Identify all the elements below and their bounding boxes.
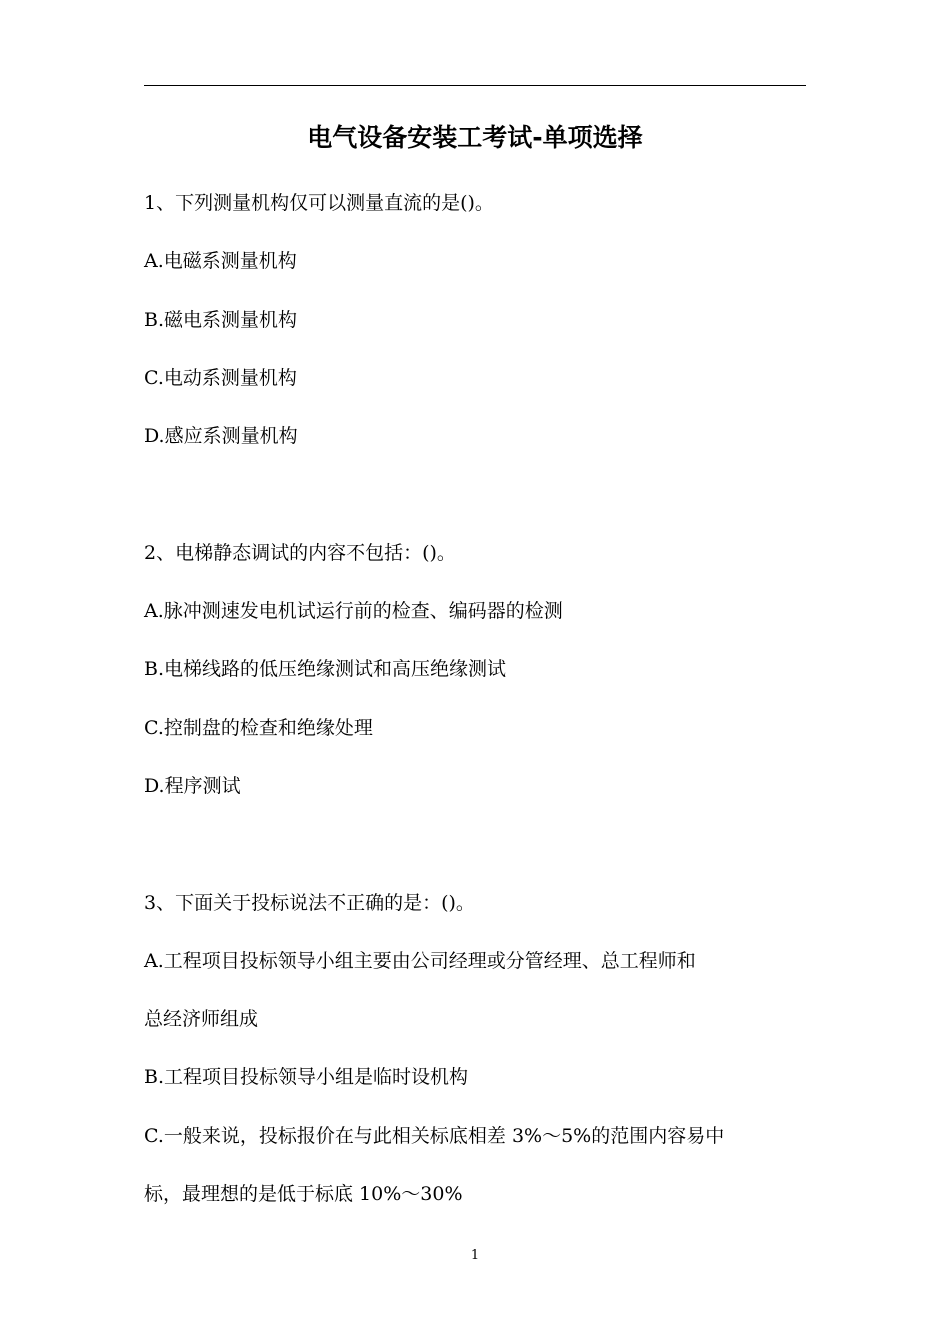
question-2 xyxy=(144,524,808,815)
option-d: D.感应系测量机构 xyxy=(144,425,298,448)
option-b: B.电梯线路的低压绝缘测试和高压绝缘测试 xyxy=(144,658,507,681)
option-c: C.电动系测量机构 xyxy=(144,366,297,389)
document-title: 电气设备安装工考试-单项选择 xyxy=(307,123,643,152)
option-b: B.工程项目投标领导小组是临时设机构 xyxy=(144,1066,469,1089)
question-3 xyxy=(144,874,808,1224)
option-c: C.一般来说，投标报价在与此相关标底相差 3%～5%的范围内容易中 xyxy=(144,1124,725,1147)
question-1 xyxy=(144,174,808,465)
header-rule xyxy=(144,85,806,86)
option-a: A.工程项目投标领导小组主要由公司经理或分管经理、总工程师和 xyxy=(144,949,696,972)
spacer xyxy=(144,815,808,873)
option-c: C.控制盘的检查和绝缘处理 xyxy=(144,716,373,739)
option-d: D.程序测试 xyxy=(144,774,241,797)
option-a-continued: 总经济师组成 xyxy=(144,1008,259,1031)
page-number: 1 xyxy=(470,1248,480,1263)
option-a: A.脉冲测速发电机试运行前的检查、编码器的检测 xyxy=(144,600,563,623)
question-stem: 1、下列测量机构仅可以测量直流的是()。 xyxy=(144,192,494,214)
option-a: A.电磁系测量机构 xyxy=(144,250,297,273)
spacer xyxy=(144,465,808,523)
option-c-continued: 标，最理想的是低于标底 10%～30% xyxy=(144,1183,463,1206)
question-list xyxy=(144,174,808,1223)
option-b: B.磁电系测量机构 xyxy=(144,308,298,331)
question-stem: 3、下面关于投标说法不正确的是：()。 xyxy=(144,891,475,914)
question-stem: 2、电梯静态调试的内容不包括：()。 xyxy=(144,541,456,564)
